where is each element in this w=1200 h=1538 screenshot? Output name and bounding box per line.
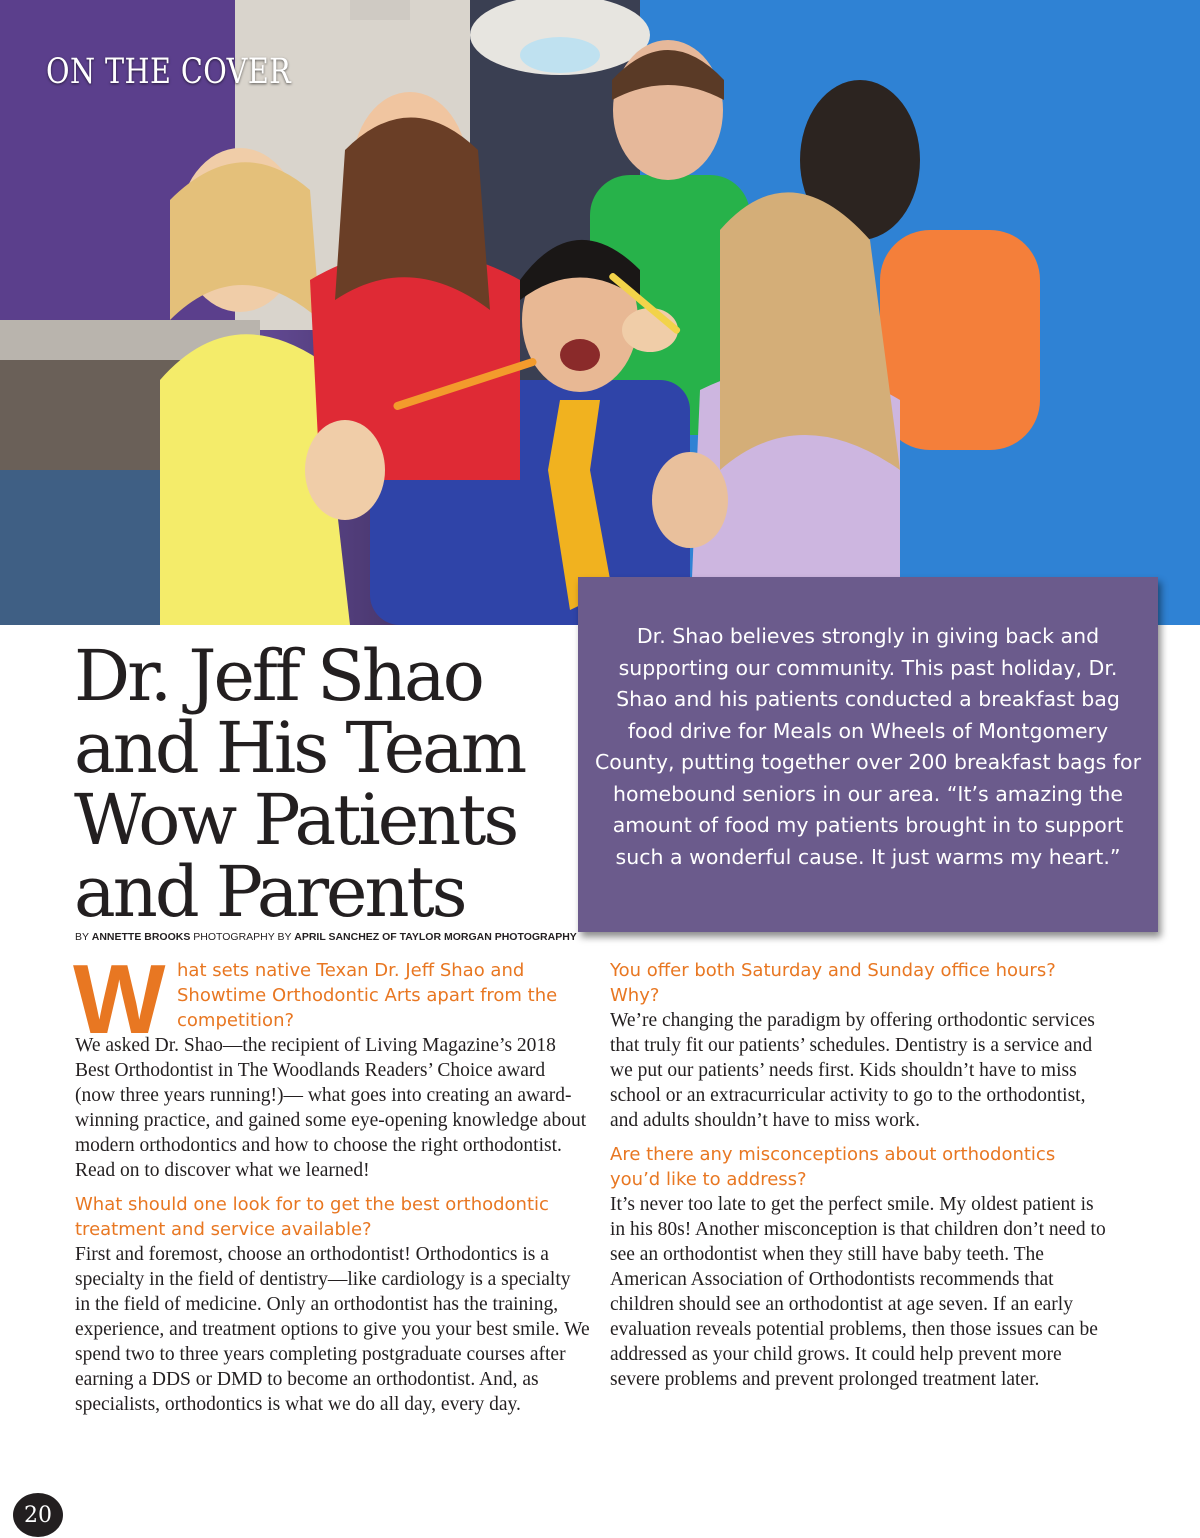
pull-quote-box — [578, 577, 1158, 932]
pull-quote-text: Dr. Shao believes strongly in giving back and supporting our community. This past holiday, Dr. Shao and his patients conducted a breakfast bag food drive for Meals on Wheels of Montgomery County, putting together over 200 breakfast bags for homebound seniors in our area. “It’s amazing the amount of food my patients brought in to support such a wonderful cause. It just warms my heart.” — [594, 624, 1142, 869]
byline-by: BY — [75, 931, 89, 943]
question-3: Are there any misconceptions about orthodontics you’d like to address? — [610, 1144, 1056, 1190]
intro-block — [73, 944, 590, 1054]
page-number: 20 — [13, 1493, 63, 1537]
article-headline: Dr. Jeff Shao and His Team Wow Patients and Parents — [74, 635, 525, 933]
question-1: What should one look for to get the best orthodontic treatment and service available? — [75, 1194, 549, 1240]
answer-3: It’s never too late to get the perfect smile. My oldest patient is in his 80s! Another misconception is that children don’t need to see an orthodontist when they still have baby teeth. The American Association of Orthodontists recommends that children should see an orthodontist at age seven. If an early evaluation reveals potential problems, then those issues can be addressed as your child grows. It could help prevent more severe problems and prevent prolonged treatment later. — [610, 1194, 1106, 1390]
answer-2: We’re changing the paradigm by offering orthodontic services that truly fit our patients’ schedules. Dentistry is a service and we put our patients’ needs first. Kids shouldn’t have to miss school or an extracurricular activity to go to the orthodontist, and adults shouldn’t have to miss work. — [610, 1010, 1095, 1131]
cover-photo-illustration — [0, 0, 1200, 625]
article-column-right — [610, 958, 1110, 1401]
intro-answer: We asked Dr. Shao—the recipient of Living Magazine’s 2018 Best Orthodontist in The Woodlands Readers’ Choice award (now three years running!)— what goes into creating an award-winning practice, and gained some eye-opening knowledge about modern orthodontics and how to choose the right orthodontist. Read on to discover what we learned! — [75, 1035, 587, 1181]
section-label: ON THE COVER — [46, 52, 292, 92]
drop-cap: W — [73, 944, 166, 1054]
byline-photo-by: PHOTOGRAPHY BY — [193, 931, 292, 943]
article-column-left — [73, 944, 590, 1426]
intro-question: hat sets native Texan Dr. Jeff Shao and Showtime Orthodontic Arts apart from the competition? — [177, 960, 558, 1031]
question-2: You offer both Saturday and Sunday office hours? Why? — [610, 960, 1056, 1006]
cover-photo — [0, 0, 1200, 625]
answer-1: First and foremost, choose an orthodontist! Orthodontics is a specialty in the field of dentistry—like cardiology is a specialty in the field of medicine. Only an orthodontist has the training, experience, and treatment options to give you your best smile. We spend two to three years completing postgraduate courses after earning a DDS or DMD to become an orthodontist. And, as specialists, orthodontics is what we do all day, every day. — [75, 1244, 590, 1415]
byline-photographer: APRIL SANCHEZ OF TAYLOR MORGAN PHOTOGRAPHY — [294, 931, 577, 943]
byline — [75, 931, 577, 943]
byline-author: ANNETTE BROOKS — [91, 931, 191, 943]
